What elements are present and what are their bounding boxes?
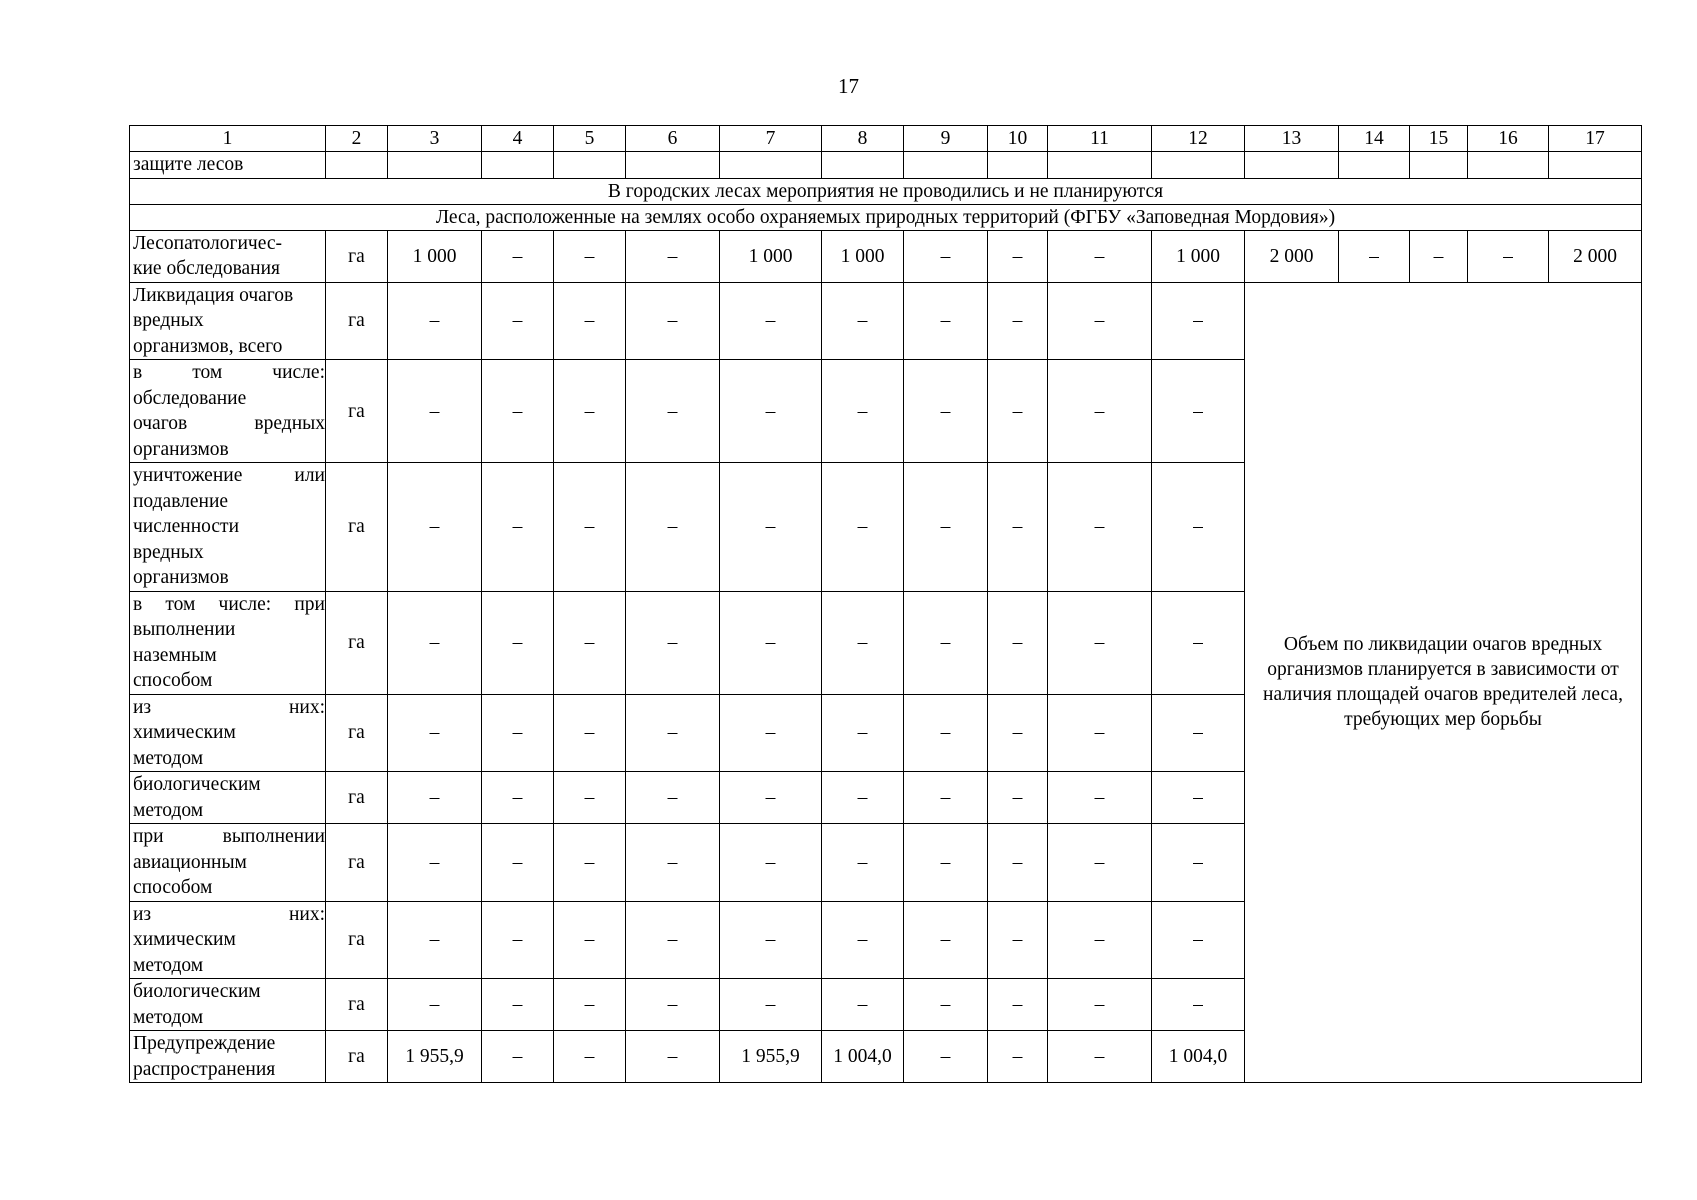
unit-cell: га — [326, 591, 388, 694]
value-cell: – — [554, 979, 626, 1031]
row-label-line: Предупреждение — [133, 1033, 276, 1054]
value-cell: – — [388, 591, 482, 694]
section-heading-oopt: Леса, расположенные на землях особо охраняемых природных территорий (ФГБУ «Заповедная Мордовия») — [130, 204, 1642, 230]
value-cell: – — [822, 591, 904, 694]
value-cell: – — [388, 772, 482, 824]
empty-cell — [626, 152, 720, 179]
value-cell: – — [720, 282, 822, 360]
value-cell: – — [988, 901, 1048, 979]
value-cell: – — [1048, 694, 1152, 772]
value-cell: – — [482, 694, 554, 772]
row-label-line: уничтожение или — [133, 465, 325, 486]
value-cell: – — [1468, 230, 1549, 282]
header-cell: 8 — [822, 126, 904, 152]
value-cell: – — [554, 694, 626, 772]
value-cell: – — [554, 282, 626, 360]
value-cell: – — [482, 901, 554, 979]
empty-cell — [1048, 152, 1152, 179]
empty-cell — [1410, 152, 1468, 179]
row-label — [130, 360, 326, 463]
value-cell: – — [904, 772, 988, 824]
value-cell: – — [988, 979, 1048, 1031]
value-cell: – — [904, 1031, 988, 1083]
row-label — [130, 282, 326, 360]
row-label-line: распространения — [133, 1058, 276, 1080]
row-label-line: методом — [133, 747, 204, 769]
empty-cell — [822, 152, 904, 179]
value-cell: – — [482, 360, 554, 463]
value-cell: – — [554, 463, 626, 592]
row-label — [130, 591, 326, 694]
value-cell: – — [822, 463, 904, 592]
value-cell: – — [720, 824, 822, 902]
value-cell: – — [1048, 979, 1152, 1031]
value-cell: 1 955,9 — [388, 1031, 482, 1083]
value-cell: – — [626, 979, 720, 1031]
value-cell: – — [1048, 463, 1152, 592]
value-cell: – — [1048, 230, 1152, 282]
value-cell: – — [554, 824, 626, 902]
row-label-line: вредных — [133, 541, 204, 563]
value-cell: – — [1048, 772, 1152, 824]
value-cell: – — [1339, 230, 1410, 282]
value-cell: 1 000 — [822, 230, 904, 282]
header-cell: 17 — [1549, 126, 1642, 152]
value-cell: 1 955,9 — [720, 1031, 822, 1083]
value-cell: – — [988, 463, 1048, 592]
row-label-line: химическим — [133, 929, 236, 950]
unit-cell: га — [326, 979, 388, 1031]
row-label-line: из них: — [133, 903, 325, 925]
value-cell: – — [988, 772, 1048, 824]
row-label-line: выполнении — [133, 619, 236, 640]
value-cell: – — [482, 772, 554, 824]
header-cell: 7 — [720, 126, 822, 152]
value-cell: – — [388, 979, 482, 1031]
row-label-line: вредных — [133, 310, 204, 331]
empty-cell — [326, 152, 388, 179]
value-cell: – — [720, 463, 822, 592]
value-cell: 1 004,0 — [822, 1031, 904, 1083]
value-cell: – — [988, 824, 1048, 902]
value-cell: – — [554, 360, 626, 463]
empty-cell — [988, 152, 1048, 179]
value-cell: – — [1410, 230, 1468, 282]
header-cell: 9 — [904, 126, 988, 152]
table-row-survey — [130, 230, 1642, 282]
header-cell: 3 — [388, 126, 482, 152]
value-cell: 1 000 — [1152, 230, 1245, 282]
value-cell: – — [988, 360, 1048, 463]
row-label — [130, 463, 326, 592]
unit-cell: га — [326, 772, 388, 824]
value-cell: – — [1048, 360, 1152, 463]
value-cell: – — [988, 694, 1048, 772]
section-row-urban — [130, 178, 1642, 204]
value-cell: – — [482, 824, 554, 902]
value-cell: – — [388, 282, 482, 360]
empty-cell — [1549, 152, 1642, 179]
page-number: 17 — [838, 74, 859, 98]
value-cell: – — [904, 901, 988, 979]
header-cell: 2 — [326, 126, 388, 152]
value-cell: – — [554, 901, 626, 979]
unit-cell: га — [326, 360, 388, 463]
value-cell: – — [554, 591, 626, 694]
row-label-line: кие обследования — [133, 258, 281, 279]
value-cell: – — [482, 230, 554, 282]
value-cell: – — [720, 360, 822, 463]
row-label-line: организмов — [133, 567, 229, 588]
empty-cell — [1245, 152, 1339, 179]
empty-cell — [1468, 152, 1549, 179]
value-cell: – — [1048, 282, 1152, 360]
row-label-line: биологическим — [133, 774, 261, 795]
value-cell: – — [822, 360, 904, 463]
row-label-line: химическим — [133, 722, 236, 743]
header-cell: 1 — [130, 126, 326, 152]
value-cell: – — [904, 694, 988, 772]
value-cell: – — [720, 979, 822, 1031]
value-cell: – — [482, 591, 554, 694]
row-label-line: способом — [133, 877, 213, 898]
value-cell: – — [388, 463, 482, 592]
column-number-header — [130, 126, 1642, 152]
value-cell: – — [554, 230, 626, 282]
value-cell: – — [1152, 772, 1245, 824]
value-cell: 1 000 — [388, 230, 482, 282]
unit-cell: га — [326, 282, 388, 360]
value-cell: – — [554, 772, 626, 824]
unit-cell: га — [326, 824, 388, 902]
header-cell: 4 — [482, 126, 554, 152]
row-label-line: в том числе: — [133, 362, 325, 383]
row-label-line: обследование — [133, 387, 247, 409]
row-label — [130, 901, 326, 979]
empty-cell — [1152, 152, 1245, 179]
row-label: защите лесов — [130, 152, 326, 179]
header-cell: 10 — [988, 126, 1048, 152]
value-cell: – — [626, 591, 720, 694]
value-cell: – — [1152, 824, 1245, 902]
value-cell: – — [720, 591, 822, 694]
value-cell: – — [626, 282, 720, 360]
row-label-line: подавление — [133, 490, 229, 512]
value-cell: 1 004,0 — [1152, 1031, 1245, 1083]
row-label-line: способом — [133, 670, 213, 691]
value-cell: – — [904, 282, 988, 360]
header-cell: 12 — [1152, 126, 1245, 152]
value-cell: – — [720, 772, 822, 824]
value-cell: – — [988, 591, 1048, 694]
header-cell: 15 — [1410, 126, 1468, 152]
table-row — [130, 152, 1642, 179]
header-cell: 16 — [1468, 126, 1549, 152]
value-cell: 1 000 — [720, 230, 822, 282]
value-cell: – — [626, 230, 720, 282]
row-label-line: методом — [133, 954, 204, 976]
value-cell: – — [904, 979, 988, 1031]
row-label-line: Ликвидация очагов — [133, 284, 294, 306]
row-label-line: в том числе: при — [133, 593, 325, 615]
value-cell: – — [822, 901, 904, 979]
value-cell: – — [1048, 591, 1152, 694]
row-label-line: организмов, всего — [133, 335, 283, 357]
header-cell: 6 — [626, 126, 720, 152]
value-cell: – — [988, 1031, 1048, 1083]
value-cell: – — [822, 824, 904, 902]
header-cell: 13 — [1245, 126, 1339, 152]
forest-protection-table — [129, 125, 1642, 1083]
row-label-line: численности — [133, 516, 240, 537]
value-cell: – — [482, 282, 554, 360]
value-cell: – — [904, 230, 988, 282]
value-cell: – — [720, 901, 822, 979]
row-label-line: организмов — [133, 438, 229, 460]
row-label — [130, 694, 326, 772]
unit-cell: га — [326, 230, 388, 282]
row-label-line: биологическим — [133, 981, 261, 1002]
value-cell: – — [626, 824, 720, 902]
value-cell: – — [1152, 282, 1245, 360]
row-label-line: наземным — [133, 644, 217, 666]
row-label-line: очагов вредных — [133, 413, 325, 434]
value-cell: – — [904, 591, 988, 694]
value-cell: – — [904, 824, 988, 902]
value-cell: – — [904, 463, 988, 592]
value-cell: – — [626, 1031, 720, 1083]
value-cell: – — [1152, 694, 1245, 772]
header-cell: 5 — [554, 126, 626, 152]
value-cell: – — [1152, 979, 1245, 1031]
value-cell: – — [988, 282, 1048, 360]
value-cell: – — [388, 360, 482, 463]
value-cell: – — [988, 230, 1048, 282]
empty-cell — [388, 152, 482, 179]
value-cell: – — [388, 901, 482, 979]
section-heading-urban: В городских лесах мероприятия не проводились и не планируются — [130, 178, 1642, 204]
value-cell: – — [482, 979, 554, 1031]
row-label — [130, 772, 326, 824]
value-cell: – — [822, 282, 904, 360]
unit-cell: га — [326, 694, 388, 772]
header-cell: 11 — [1048, 126, 1152, 152]
row-label-line: методом — [133, 799, 204, 821]
row-label-line: авиационным — [133, 851, 247, 873]
value-cell: – — [822, 979, 904, 1031]
value-cell: – — [626, 772, 720, 824]
empty-cell — [720, 152, 822, 179]
row-label — [130, 230, 326, 282]
value-cell: – — [720, 694, 822, 772]
value-cell: – — [554, 1031, 626, 1083]
value-cell: – — [388, 694, 482, 772]
value-cell: – — [626, 694, 720, 772]
value-cell: – — [1048, 901, 1152, 979]
unit-cell: га — [326, 1031, 388, 1083]
value-cell: – — [1048, 1031, 1152, 1083]
value-cell: – — [1048, 824, 1152, 902]
row-label-line: при выполнении — [133, 826, 325, 847]
value-cell: – — [822, 772, 904, 824]
value-cell: – — [1152, 463, 1245, 592]
value-cell: – — [626, 360, 720, 463]
value-cell: – — [1152, 360, 1245, 463]
value-cell: – — [626, 463, 720, 592]
value-cell: – — [1152, 901, 1245, 979]
table-row-liquidation-total — [130, 282, 1642, 360]
row-label — [130, 824, 326, 902]
section-row-oopt — [130, 204, 1642, 230]
row-label — [130, 979, 326, 1031]
value-cell: – — [822, 694, 904, 772]
header-cell: 14 — [1339, 126, 1410, 152]
value-cell: 2 000 — [1549, 230, 1642, 282]
empty-cell — [554, 152, 626, 179]
value-cell: – — [388, 824, 482, 902]
row-label-line: из них: — [133, 696, 325, 718]
unit-cell: га — [326, 901, 388, 979]
value-cell: 2 000 — [1245, 230, 1339, 282]
empty-cell — [1339, 152, 1410, 179]
value-cell: – — [482, 1031, 554, 1083]
row-label-line: Лесопатологичес- — [133, 232, 282, 254]
value-cell: – — [626, 901, 720, 979]
value-cell: – — [1152, 591, 1245, 694]
value-cell: – — [482, 463, 554, 592]
merged-note: Объем по ликвидации очагов вредных организмов планируется в зависимости от наличия площадей очагов вредителей леса, требующих мер борьбы — [1245, 282, 1642, 1083]
value-cell: – — [904, 360, 988, 463]
unit-cell: га — [326, 463, 388, 592]
row-label-line: методом — [133, 1006, 204, 1028]
empty-cell — [482, 152, 554, 179]
empty-cell — [904, 152, 988, 179]
row-label — [130, 1031, 326, 1083]
